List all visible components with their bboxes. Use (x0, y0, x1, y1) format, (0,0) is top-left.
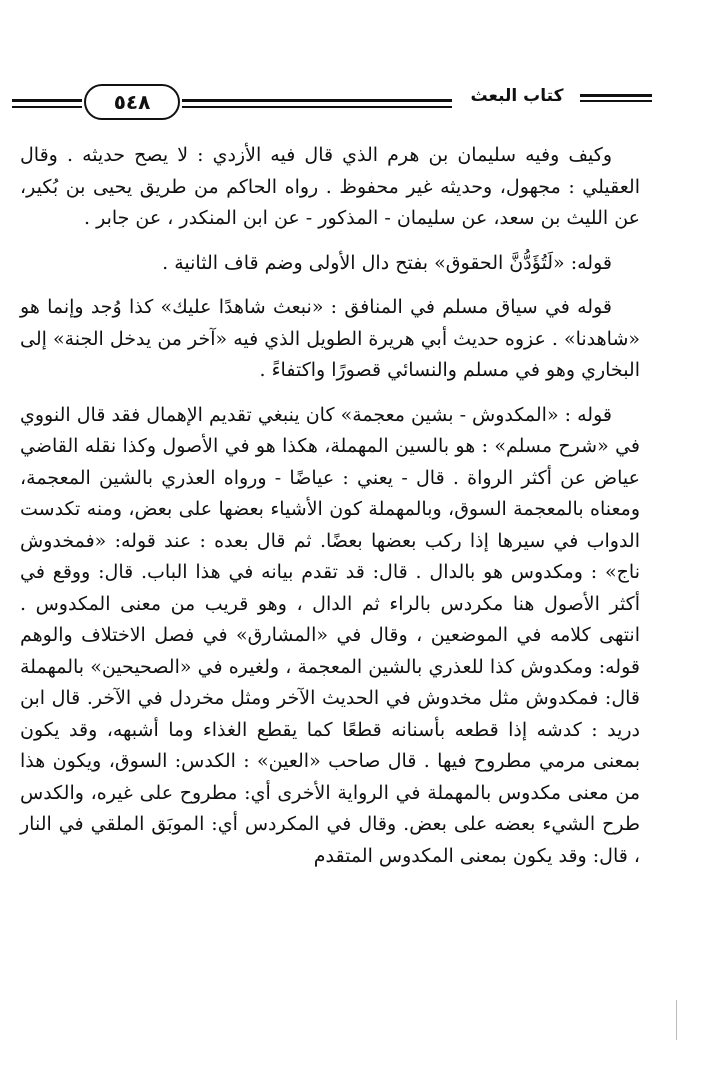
page-number: ٥٤٨ (113, 90, 151, 114)
paragraph: وكيف وفيه سليمان بن هرم الذي قال فيه الأزدي : لا يصح حديثه . وقال العقيلي : مجهول، وحديثه غير محفوظ . رواه الحاكم من طريق يحيى بن بُكير، عن الليث بن سعد، عن سليمان - المذكور - عن ابن المنكدر ، عن جابر . (20, 144, 640, 229)
header-rule (580, 100, 652, 102)
header-rule (580, 94, 652, 97)
page-number-frame (84, 84, 180, 120)
header-rule (182, 99, 452, 102)
page-edge-mark (676, 1000, 677, 1040)
paragraph: قوله : «المكدوش - بشين معجمة» كان ينبغي تقديم الإهمال فقد قال النووي في «شرح مسلم» : هو بالسين المهملة، هكذا هو في الأصول وكذا نقله القاضي عياض عن أكثر الرواة . قال - يعني : عياضًا - ورواه العذري بالشين المعجمة، ومعناه بالمعجمة السوق، وبالمهملة كون الأشياء بعضها على بعض، ومنه تكدست الدواب في سيرها إذا ركب بعضها بعضًا. ثم قال بعده : عند قوله: «فمخدوش ناج» : ومكدوس هو بالدال . قال: قد تقدم بيانه في هذا الباب. قال: ووقع في أكثر الأصول هنا مكردس بالراء ثم الدال ، وهو قريب من معنى المكدوس . انتهى كلامه في الموضعين ، وقال في «المشارق» في فصل الاختلاف والوهم قوله: ومكدوش كذا للعذري بالشين المعجمة ، ولغيره في «الصحيحين» بالمهملة قال: فمكدوش مثل مخدوش في الحديث الآخر ومثل مخردل في الآخر. قال ابن دريد : كدشه إذا قطعه بأسنانه قطعًا كما يقطع الغذاء وما أشبهه، وقد يكون بمعنى مرمي مطروح فيها . قال صاحب «العين» : الكدس: السوق، ويكون هذا من معنى مكدوس بالمهملة في الرواية الأخرى أي: مطروح على غيره، والكدس طرح الشيء بعضه على بعض. وقال في المكردس أي: الموبَق الملقي في النار ، قال: وقد يكون بمعنى المكدوس المتقدم (20, 403, 640, 867)
header-rule (12, 99, 82, 102)
body-text (20, 140, 640, 872)
running-title: كتاب البعث (470, 86, 564, 106)
header-rule (12, 106, 82, 108)
page-header (12, 82, 652, 126)
paragraph: قوله: «لَتُؤَدُّنَّ الحقوق» بفتح دال الأولى وضم قاف الثانية . (162, 251, 612, 274)
header-rule (182, 106, 452, 108)
paragraph: قوله في سياق مسلم في المنافق : «نبعث شاهدًا عليك» كذا وُجد وإنما هو «شاهدنا» . عزوه حديث أبي هريرة الطويل الذي فيه «آخر من يدخل الجنة» إلى البخاري وهو في مسلم والنسائي قصورًا واكتفاءً . (20, 296, 640, 381)
